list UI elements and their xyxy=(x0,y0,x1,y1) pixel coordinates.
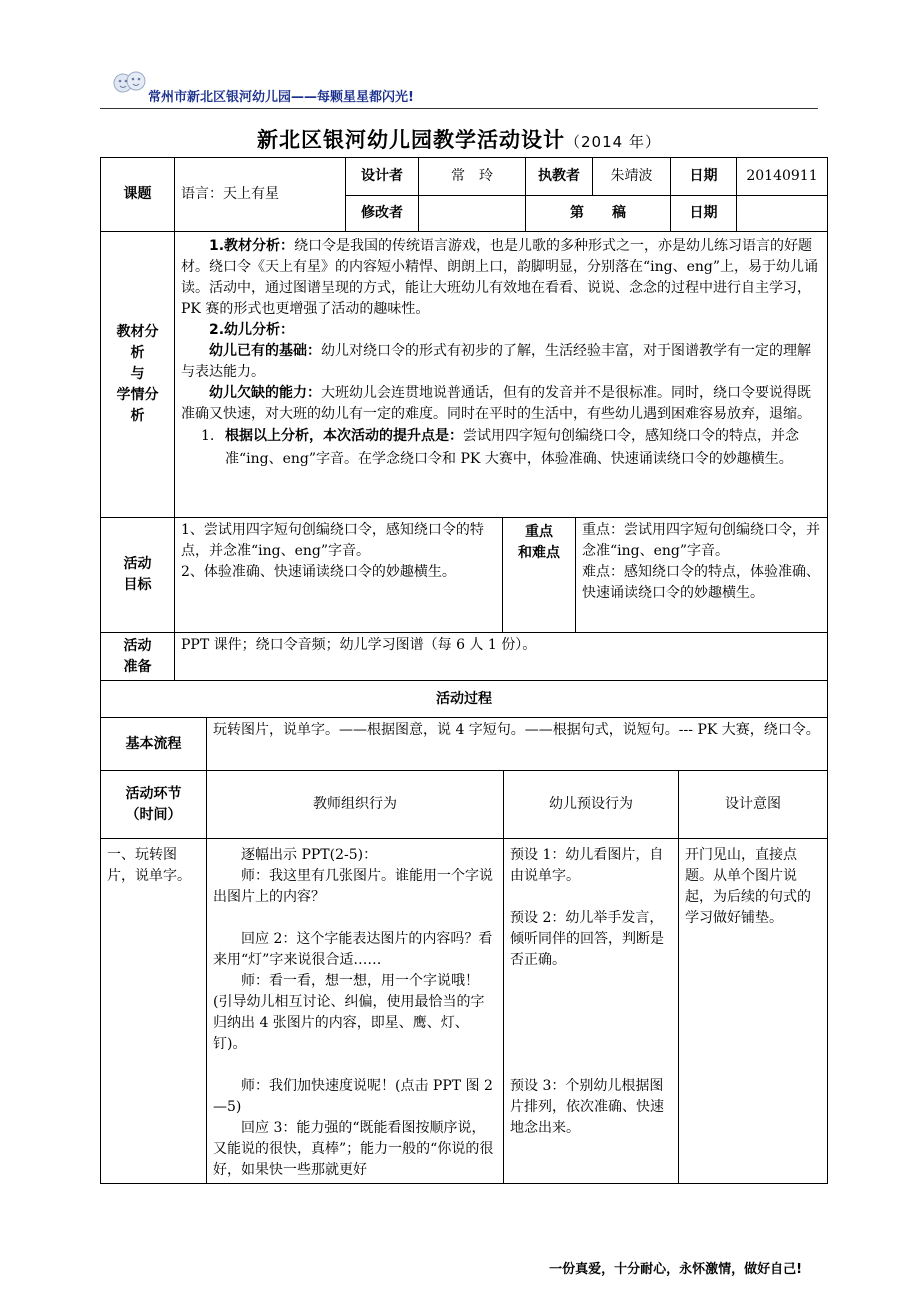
lack-head: 幼儿欠缺的能力： xyxy=(209,385,321,401)
col-stage-line: 活动环节 xyxy=(125,785,182,802)
analysis-label xyxy=(101,232,175,518)
child-line: 预设 1：幼儿看图片，自由说单字。 xyxy=(510,847,664,884)
goals-content xyxy=(175,518,503,633)
prep-label xyxy=(101,633,175,681)
stage1-intent: 开门见山，直接点题。从单个图片说起，为后续的句式的学习做好铺垫。 xyxy=(679,839,828,1184)
footer-motto: 一份真爱，十分耐心，永怀激情，做好自己! xyxy=(549,1262,802,1277)
analysis-label-line: 析 xyxy=(130,408,145,424)
key-label-line: 和难点 xyxy=(518,545,560,561)
reviser-label: 修改者 xyxy=(346,196,419,232)
point-head: 根据以上分析，本次活动的提升点是： xyxy=(225,428,463,444)
col-child: 幼儿预设行为 xyxy=(504,771,679,839)
key-label-line: 重点 xyxy=(525,524,553,540)
date-label: 日期 xyxy=(671,158,737,196)
school-tagline: 常州市新北区银河幼儿园——每颗星星都闪光! xyxy=(148,90,414,105)
designer-value: 常 玲 xyxy=(419,158,526,196)
teacher-line: 师：看一看，想一想，用一个字说哦！(引导幼儿相互讨论、纠偏，使用最恰当的字归纳出 4 张图片的内容，即星、鹰、灯、钉)。 xyxy=(213,973,485,1052)
teacher-line: 师：我这里有几张图片。谁能用一个字说出图片上的内容？ xyxy=(213,868,493,905)
stage1-name: 一、玩转图片，说单字。 xyxy=(101,839,207,1184)
analysis-label-line: 析 xyxy=(130,345,145,361)
analysis-label-line: 教材分 xyxy=(116,324,159,340)
date2-value xyxy=(737,196,828,232)
title-main: 新北区银河幼儿园教学活动设计 xyxy=(257,128,566,152)
topic-value: 语言：天上有星 xyxy=(175,158,346,232)
teacher-label: 执教者 xyxy=(526,158,593,196)
child-analysis-head: 2.幼儿分析： xyxy=(209,322,295,338)
date-value: 20140911 xyxy=(737,158,828,196)
goals-label xyxy=(101,518,175,633)
process-heading: 活动过程 xyxy=(101,681,828,718)
point-number: 1. xyxy=(201,428,215,444)
key-point: 重点：尝试用四字短句创编绕口令，并念准“ing、eng”字音。 xyxy=(582,522,820,559)
analysis-label-line: 学情分 xyxy=(116,387,159,403)
analysis-label-line: 与 xyxy=(130,366,145,382)
col-stage xyxy=(101,771,207,839)
header-divider xyxy=(100,108,818,109)
stage1-child xyxy=(504,839,679,1184)
key-diff-label xyxy=(503,518,576,633)
goals-label-line: 活动 xyxy=(123,556,152,572)
school-logo-icon xyxy=(112,68,148,98)
child-line: 预设 2：幼儿举手发言，倾听同伴的回答，判断是否正确。 xyxy=(510,910,664,968)
material-text: 绕口令是我国的传统语言游戏，也是儿歌的多种形式之一，亦是幼儿练习语言的好题材。绕口令《天上有星》的内容短小精悍、朗朗上口，韵脚明显，分别落在“ing、eng”上，易于幼儿诵读。活动中，通过图谱呈现的方式，能让大班幼儿有效地在看看、说说、念念的过程中进行自主学习，PK 赛的形式也更增强了活动的趣味性。 xyxy=(181,238,819,317)
key-diff-content xyxy=(576,518,828,633)
topic-label: 课题 xyxy=(101,158,175,232)
reviser-value xyxy=(419,196,526,232)
child-lack xyxy=(181,383,821,425)
flow-label: 基本流程 xyxy=(101,718,207,771)
lack-text: 大班幼儿会连贯地说普通话，但有的发音并不是很标准。同时，绕口令要说得既准确又快速，对大班的幼儿有一定的难度。同时在平时的生活中，有些幼儿遇到困难容易放弃，退缩。 xyxy=(181,385,811,422)
teacher-line: 逐幅出示 PPT(2-5)： xyxy=(241,847,378,863)
title-year: （2014 年） xyxy=(565,133,661,151)
col-stage-line: （时间） xyxy=(125,806,182,823)
design-table xyxy=(100,157,828,518)
prep-label-line: 活动 xyxy=(123,637,152,654)
teacher-line xyxy=(213,908,497,929)
designer-label: 设计者 xyxy=(346,158,419,196)
goals-label-line: 目标 xyxy=(123,577,152,593)
col-teacher: 教师组织行为 xyxy=(207,771,504,839)
teacher-line xyxy=(213,1055,497,1076)
draft-label: 第 稿 xyxy=(526,196,671,232)
difficult-point: 难点：感知绕口令的特点，体验准确、快速诵读绕口令的妙趣横生。 xyxy=(582,564,820,601)
improvement-point xyxy=(181,425,821,471)
stage1-teacher xyxy=(207,839,504,1184)
col-intent: 设计意图 xyxy=(679,771,828,839)
teacher-value: 朱靖波 xyxy=(593,158,671,196)
analysis-content xyxy=(175,232,828,518)
child-has xyxy=(181,341,821,383)
process-table xyxy=(100,717,828,1184)
date2-label: 日期 xyxy=(671,196,737,232)
goal-item: 1、尝试用四字短句创编绕口令，感知绕口令的特点，并念准“ing、eng”字音。 xyxy=(181,522,484,559)
prep-content: PPT 课件；绕口令音频；幼儿学习图谱（每 6 人 1 份）。 xyxy=(175,633,828,681)
teacher-line: 师：我们加快速度说呢！(点击 PPT 图 2—5) xyxy=(213,1078,493,1115)
point-text: 尝试用四字短句创编绕口令，感知绕口令的特点，并念准“ing、eng”字音。在学念绕口令和 PK 大赛中，体验准确、快速诵读绕口令的妙趣横生。 xyxy=(225,428,799,467)
flow-content: 玩转图片，说单字。——根据图意，说 4 字短句。——根据句式，说短句。--- PK 大赛，绕口令。 xyxy=(207,718,828,771)
material-analysis xyxy=(181,236,821,320)
teacher-line: 回应 3：能力强的“既能看图按顺序说，又能说的很快，真棒”；能力一般的“你说的很好，如果快一些那就更好 xyxy=(213,1120,494,1178)
has-head: 幼儿已有的基础： xyxy=(209,343,321,359)
page-title xyxy=(100,124,818,154)
goals-table xyxy=(100,517,828,718)
goal-item: 2、体验准确、快速诵读绕口令的妙趣横生。 xyxy=(181,564,456,580)
material-head: 1.教材分析： xyxy=(209,238,295,254)
child-line: 预设 3：个别幼儿根据图片排列，依次准确、快速地念出来。 xyxy=(510,1078,664,1136)
prep-label-line: 准备 xyxy=(123,658,152,675)
teacher-line: 回应 2：这个字能表达图片的内容吗？看来用“灯”字来说很合适…… xyxy=(213,931,493,968)
has-text: 幼儿对绕口令的形式有初步的了解，生活经验丰富，对于图谱教学有一定的理解与表达能力。 xyxy=(181,343,811,380)
